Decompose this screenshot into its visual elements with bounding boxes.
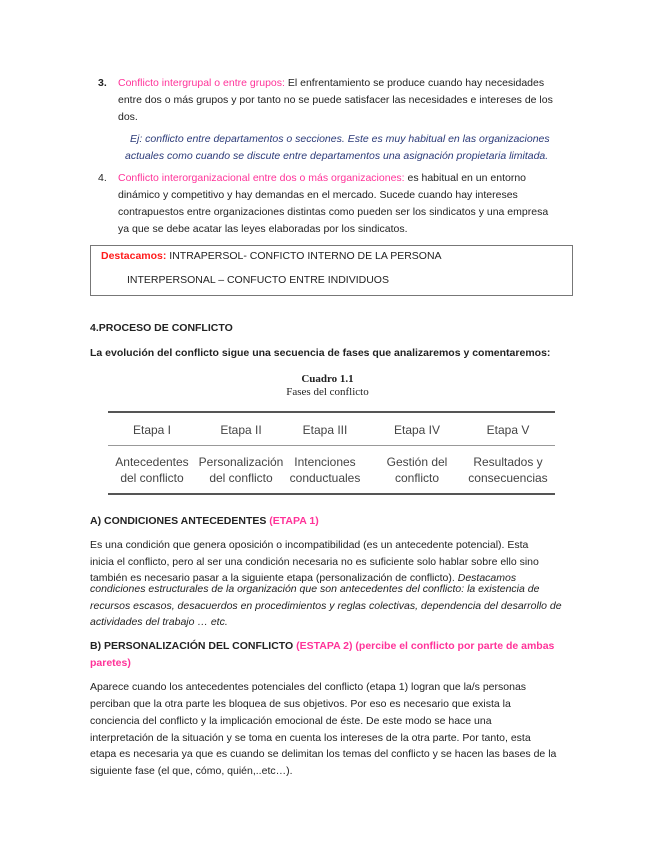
stage-label: (ESTAPA 2) (percibe el conflicto por parte de ambas xyxy=(296,640,555,652)
table-bottom-rule xyxy=(108,493,555,495)
text-line: INTERPERSONAL – CONFUCTO ENTRE INDIVIDUOS xyxy=(127,274,389,286)
text-line: perciban que la otra parte les bloquea de sus objetivos. Por eso es necesario que exista la xyxy=(90,698,511,710)
cell-line: conflicto xyxy=(394,471,440,485)
text-line: entre dos o más grupos y por tanto no se puede satisfacer las necesidades e intereses de los xyxy=(118,94,553,106)
text-line: condiciones estructurales de la organización que son antecedentes del conflicto: la existencia de xyxy=(90,583,540,595)
table-cell xyxy=(458,454,558,486)
text-run: también es necesario pasar a la siguiente etapa (personalización de conflicto). xyxy=(90,572,455,584)
cell-line: Personalización xyxy=(198,455,284,469)
text-line: siguiente fase (el que, cómo, quién,..etc…). xyxy=(90,765,293,777)
highlight-label: Destacamos: xyxy=(101,250,167,262)
stage-label: paretes) xyxy=(90,657,131,669)
text-line: dinámico y competitivo y hay demandas en el mercado. Sucede cuando hay intereses xyxy=(118,189,518,201)
text-line: El enfrentamiento se produce cuando hay necesidades xyxy=(287,77,545,89)
cell-line: del conflicto xyxy=(120,471,184,485)
text-line: Aparece cuando los antecedentes potenciales del conflicto (etapa 1) logran que la/s personas xyxy=(90,681,527,693)
italic-run: Destacamos xyxy=(457,572,517,584)
table-header: Etapa V xyxy=(486,423,530,437)
table-caption: Cuadro 1.1 xyxy=(301,373,354,385)
table-header: Etapa II xyxy=(220,423,262,437)
list-item-text xyxy=(118,171,526,185)
stage-label: (ETAPA 1) xyxy=(269,515,319,527)
table-top-rule xyxy=(108,411,555,413)
list-item-title: Conflicto intergrupal o entre grupos: xyxy=(118,77,285,89)
text-line: dos. xyxy=(118,111,138,123)
table-header: Etapa IV xyxy=(393,423,441,437)
text-line: interpretación de la situación y se toma en cuenta los intereses de la otra parte. Por tanto, esta xyxy=(90,732,531,744)
example-line: actuales como cuando se discute entre departamentos una asignación propietaria limitada. xyxy=(125,150,549,162)
text-line: conciencia del conflicto y la implicación emocional de éste. De este modo se hace una xyxy=(90,715,492,727)
text-line: actividades del trabajo … etc. xyxy=(90,616,228,628)
text-line: contrapuestos entre organizaciones distintas como pueden ser los sindicatos y una empresa xyxy=(118,206,549,218)
section-heading: 4.PROCESO DE CONFLICTO xyxy=(90,322,233,334)
cell-line: del conflicto xyxy=(209,471,273,485)
list-number: 4. xyxy=(98,172,107,184)
table-mid-rule xyxy=(108,445,555,446)
text-line: es habitual en un entorno xyxy=(407,172,527,184)
table-cell xyxy=(275,454,375,486)
section-intro: La evolución del conflicto sigue una secuencia de fases que analizaremos y comentaremos: xyxy=(90,347,551,359)
text-line: Es una condición que genera oposición o incompatibilidad (es un antecedente potencial). Esta xyxy=(90,539,529,551)
list-item-title: Conflicto interorganizacional entre dos o más organizaciones: xyxy=(118,172,405,184)
cell-line: Antecedentes xyxy=(115,455,189,469)
section-heading xyxy=(90,639,554,653)
text-line: INTRAPERSOL- CONFICTO INTERNO DE LA PERSONA xyxy=(169,250,442,262)
heading-text: B) PERSONALIZACIÓN DEL CONFLICTO xyxy=(90,640,294,652)
cell-line: consecuencias xyxy=(468,471,548,485)
text-line: inicia el conflicto, pero al ser una condición necesaria no es suficiente solo hablar sobre ello sino xyxy=(90,556,539,568)
example-line: Ej: conflicto entre departamentos o secciones. Este es muy habitual en las organizaciones xyxy=(130,133,550,145)
heading-text: A) CONDICIONES ANTECEDENTES xyxy=(90,515,267,527)
cell-line: Intenciones xyxy=(294,455,356,469)
list-number: 3. xyxy=(98,77,107,89)
list-item-text xyxy=(118,76,544,90)
table-header: Etapa III xyxy=(302,423,348,437)
highlight-line xyxy=(101,249,442,263)
cell-line: Gestión del xyxy=(386,455,448,469)
table-cell xyxy=(367,454,467,486)
table-header: Etapa I xyxy=(132,423,172,437)
text-line: etapa es necesaria ya que es cuando se delimitan los temas del conflicto y se hacen las bases de la xyxy=(90,748,557,760)
section-heading xyxy=(90,514,319,528)
text-line: recursos escasos, desacuerdos en procedimientos y reglas colectivas, dependencia del desarrollo de xyxy=(90,600,562,612)
cell-line: conductuales xyxy=(289,471,361,485)
text-line: ya que se debe acatar las leyes elaboradas por los sindicatos. xyxy=(118,223,408,235)
table-subcaption: Fases del conflicto xyxy=(286,386,369,398)
cell-line: Resultados y xyxy=(473,455,543,469)
